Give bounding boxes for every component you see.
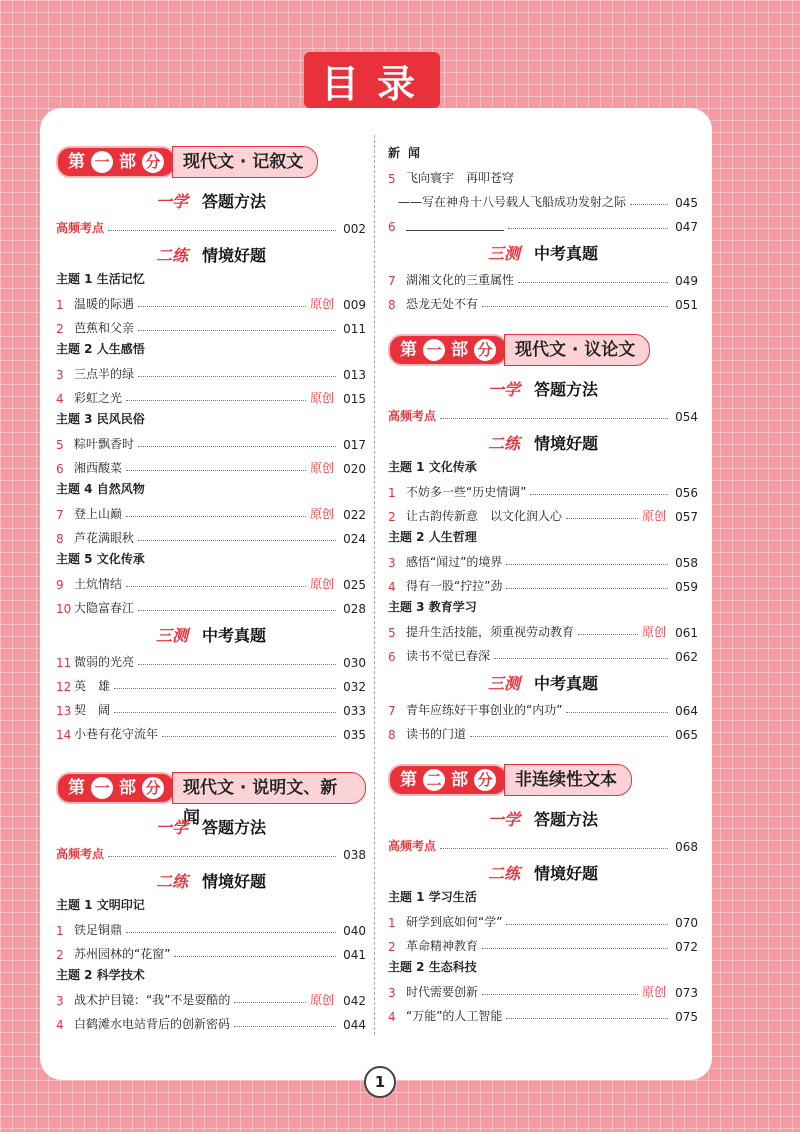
entry-title: 研学到底如何“学” [406, 915, 503, 929]
leader-dots [630, 204, 668, 205]
section-name: 中考真题 [534, 673, 599, 693]
entry-page: 062 [675, 650, 698, 664]
section-heading [56, 188, 366, 212]
entry-number: 1 [56, 924, 64, 938]
leader-dots [138, 306, 306, 307]
theme-heading: 主题 2 人生哲理 [388, 530, 477, 544]
entry-page: 059 [675, 580, 698, 594]
part-title: 现代文 · 说明文、新闻 [172, 772, 366, 804]
toc-entry[interactable] [388, 546, 698, 570]
entry-page: 065 [675, 728, 698, 742]
toc-entry[interactable] [56, 646, 366, 670]
original-tag: 原创 [309, 297, 334, 311]
leader-dots [506, 564, 668, 565]
leader-dots [506, 924, 668, 925]
theme-heading: 主题 5 文化传承 [56, 552, 145, 566]
part-header [56, 142, 366, 182]
toc-entry[interactable] [56, 312, 366, 336]
toc-entry[interactable] [388, 830, 698, 854]
leader-dots [234, 1026, 336, 1027]
toc-entry[interactable] [56, 382, 366, 406]
leader-dots [108, 856, 336, 857]
entry-number: 1 [56, 298, 64, 312]
toc-right-column [388, 142, 698, 1024]
toc-entry[interactable] [56, 670, 366, 694]
entry-number: 11 [56, 656, 72, 670]
entry-page: 002 [343, 222, 366, 236]
entry-number: 2 [388, 510, 396, 524]
section-name: 情境好题 [202, 245, 267, 265]
part-badge [56, 772, 176, 804]
part-badge-char: 第 [68, 778, 85, 798]
leader-dots [138, 664, 336, 665]
original-tag: 原创 [309, 993, 334, 1007]
entry-blank [406, 220, 504, 234]
entry-number: 7 [388, 274, 396, 288]
toc-entry[interactable] [388, 930, 698, 954]
toc-entry[interactable] [388, 400, 698, 424]
original-tag: 原创 [641, 985, 666, 999]
part-badge-char: 部 [119, 778, 136, 798]
section-heading [56, 868, 366, 892]
part-badge-char: 第 [68, 152, 85, 172]
entry-title: 登上山巅 [74, 507, 123, 521]
part-badge-char: 分 [474, 769, 496, 791]
original-tag: 原创 [641, 625, 666, 639]
entry-number: 3 [388, 986, 396, 1000]
toc-entry[interactable] [388, 694, 698, 718]
toc-entry[interactable] [388, 476, 698, 500]
leader-dots [508, 228, 668, 229]
entry-title: 土炕情结 [74, 577, 123, 591]
toc-entry[interactable] [388, 616, 698, 640]
entry-number: 3 [56, 368, 64, 382]
entry-page: 032 [343, 680, 366, 694]
toc-entry[interactable] [388, 570, 698, 594]
part-badge [56, 146, 176, 178]
theme-heading: 主题 1 文化传承 [388, 460, 477, 474]
entry-title: 芦花满眼秋 [74, 531, 135, 545]
entry-page: 035 [343, 728, 366, 742]
toc-entry[interactable] [388, 718, 698, 742]
entry-number: 8 [56, 532, 64, 546]
entry-number: 9 [56, 578, 64, 592]
entry-title: 恐龙无处不有 [406, 297, 479, 311]
entry-page: 047 [675, 220, 698, 234]
section-heading [388, 376, 698, 400]
entry-title: 芭蕉和父亲 [74, 321, 135, 335]
entry-title: 大隐富春江 [74, 601, 135, 615]
toc-entry[interactable] [56, 718, 366, 742]
section-name: 情境好题 [534, 433, 599, 453]
entry-number: 12 [56, 680, 72, 694]
theme-heading: 主题 4 自然风物 [56, 482, 145, 496]
section-name: 答题方法 [202, 817, 267, 837]
entry-number: 10 [56, 602, 72, 616]
section-tag: 一学 [155, 191, 188, 211]
leader-dots [506, 1018, 668, 1019]
entry-title: 三点半的绿 [74, 367, 135, 381]
section-heading [56, 622, 366, 646]
leader-dots [126, 400, 306, 401]
entry-page: 041 [343, 948, 366, 962]
entry-page: 022 [343, 508, 366, 522]
entry-number: 7 [56, 508, 64, 522]
toc-entry[interactable] [56, 938, 366, 962]
toc-entry[interactable] [56, 984, 366, 1008]
entry-page: 044 [343, 1018, 366, 1032]
entry-title: 温暖的际遇 [74, 297, 135, 311]
entry-title: 青年应练好干事创业的“内功” [406, 703, 563, 717]
entry-page: 058 [675, 556, 698, 570]
leader-dots [126, 932, 336, 933]
toc-entry[interactable] [388, 1000, 698, 1024]
entry-title: 高频考点 [388, 839, 437, 853]
entry-number: 2 [56, 322, 64, 336]
entry-page: 030 [343, 656, 366, 670]
entry-number: 4 [56, 1018, 64, 1032]
original-tag: 原创 [309, 461, 334, 475]
entry-page: 064 [675, 704, 698, 718]
entry-number: 6 [388, 650, 396, 664]
toc-entry[interactable] [56, 838, 366, 862]
part-title: 现代文 · 记叙文 [172, 146, 318, 178]
part-badge [388, 334, 508, 366]
entry-title: 感悟“闻过”的境界 [406, 555, 503, 569]
section-tag: 二练 [155, 871, 188, 891]
leader-dots [114, 688, 336, 689]
toc-entry[interactable] [56, 212, 366, 236]
entry-title: 读书不觉已春深 [406, 649, 491, 663]
part-badge-char: 一 [91, 777, 113, 799]
entry-page: 061 [675, 626, 698, 640]
entry-page: 054 [675, 410, 698, 424]
theme-heading: 主题 2 人生感悟 [56, 342, 145, 356]
toc-entry[interactable] [56, 288, 366, 312]
original-tag: 原创 [309, 577, 334, 591]
entry-title: 高频考点 [388, 409, 437, 423]
toc-entry[interactable] [56, 428, 366, 452]
column-divider [374, 135, 375, 1035]
entry-number: 5 [388, 172, 396, 186]
section-name: 情境好题 [534, 863, 599, 883]
part-badge-char: 第 [400, 340, 417, 360]
toc-entry[interactable] [56, 452, 366, 476]
toc-left-column [56, 142, 366, 1032]
theme-heading: 主题 1 生活记忆 [56, 272, 145, 286]
leader-dots [138, 610, 336, 611]
entry-title: 高频考点 [56, 847, 105, 861]
leader-dots [440, 848, 668, 849]
toc-entry[interactable] [56, 498, 366, 522]
entry-title: 革命精神教育 [406, 939, 479, 953]
entry-title: 得有一股“拧拉”劲 [406, 579, 503, 593]
entry-title: 湘西酸菜 [74, 461, 123, 475]
entry-number: 13 [56, 704, 72, 718]
toc-entry[interactable] [56, 568, 366, 592]
entry-page: 049 [675, 274, 698, 288]
entry-page: 057 [675, 510, 698, 524]
entry-page: 051 [675, 298, 698, 312]
leader-dots [440, 418, 668, 419]
entry-page: 042 [343, 994, 366, 1008]
entry-page: 024 [343, 532, 366, 546]
toc-entry[interactable] [388, 906, 698, 930]
theme-heading: 主题 3 民风民俗 [56, 412, 145, 426]
leader-dots [506, 588, 668, 589]
section-heading [56, 814, 366, 838]
leader-dots [138, 446, 336, 447]
leader-dots [518, 282, 668, 283]
part-badge-char: 部 [119, 152, 136, 172]
leader-dots [138, 540, 336, 541]
entry-title: 契 阔 [74, 703, 111, 717]
toc-entry[interactable] [388, 186, 698, 210]
part-badge [388, 764, 508, 796]
theme-heading: 主题 2 生态科技 [388, 960, 477, 974]
entry-title: 湖湘文化的三重属性 [406, 273, 515, 287]
entry-title: 英 雄 [74, 679, 111, 693]
part-header [388, 760, 698, 800]
entry-number: 7 [388, 704, 396, 718]
original-tag: 原创 [641, 509, 666, 523]
entry-page: 009 [343, 298, 366, 312]
part-title: 现代文 · 议论文 [504, 334, 650, 366]
section-heading [388, 240, 698, 264]
leader-dots [482, 994, 638, 995]
original-tag: 原创 [309, 391, 334, 405]
part-badge-char: 一 [423, 339, 445, 361]
entry-page: 011 [343, 322, 366, 336]
entry-page: 028 [343, 602, 366, 616]
entry-page: 045 [675, 196, 698, 210]
entry-title: 读书的门道 [406, 727, 467, 741]
section-name: 答题方法 [534, 379, 599, 399]
entry-number: 5 [388, 626, 396, 640]
entry-page: 015 [343, 392, 366, 406]
part-badge-char: 分 [474, 339, 496, 361]
entry-page: 020 [343, 462, 366, 476]
leader-dots [138, 330, 336, 331]
part-badge-char: 分 [142, 777, 164, 799]
section-tag: 二练 [155, 245, 188, 265]
section-tag: 三测 [155, 625, 188, 645]
entry-title: 不妨多一些“历史情调” [406, 485, 527, 499]
section-tag: 二练 [487, 433, 520, 453]
toc-entry[interactable] [56, 522, 366, 546]
entry-number: 4 [56, 392, 64, 406]
entry-title: 时代需要创新 [406, 985, 479, 999]
section-heading [388, 860, 698, 884]
section-tag: 三测 [487, 673, 520, 693]
part-badge-char: 部 [451, 340, 468, 360]
toc-entry[interactable] [56, 592, 366, 616]
entry-number: 5 [56, 438, 64, 452]
entry-title: 战术护目镜：“我”不是耍酷的 [74, 993, 231, 1007]
entry-number: 8 [388, 728, 396, 742]
blank-line [406, 220, 504, 231]
part-title: 非连续性文本 [504, 764, 632, 796]
entry-title: 粽叶飘香时 [74, 437, 135, 451]
entry-title: ——写在神舟十八号载人飞船成功发射之际 [398, 195, 627, 209]
section-name: 中考真题 [202, 625, 267, 645]
entry-page: 033 [343, 704, 366, 718]
theme-heading: 主题 1 文明印记 [56, 898, 145, 912]
leader-dots [578, 634, 638, 635]
section-tag: 三测 [487, 243, 520, 263]
original-tag: 原创 [309, 507, 334, 521]
leader-dots [482, 306, 668, 307]
section-name: 答题方法 [534, 809, 599, 829]
section-tag: 二练 [487, 863, 520, 883]
leader-dots [138, 376, 336, 377]
page-title: 目录 [304, 52, 440, 108]
entry-title: “万能”的人工智能 [406, 1009, 503, 1023]
toc-entry[interactable] [388, 210, 698, 234]
leader-dots [114, 712, 336, 713]
entry-page: 075 [675, 1010, 698, 1024]
toc-entry[interactable] [56, 358, 366, 382]
toc-entry[interactable] [388, 162, 698, 186]
section-heading [56, 242, 366, 266]
section-heading [388, 806, 698, 830]
entry-title: 铁足铜鼎 [74, 923, 123, 937]
page-number: 1 [364, 1066, 396, 1098]
entry-page: 072 [675, 940, 698, 954]
theme-heading: 主题 2 科学技术 [56, 968, 145, 982]
leader-dots [234, 1002, 306, 1003]
leader-dots [126, 516, 306, 517]
leader-dots [494, 658, 668, 659]
entry-page: 017 [343, 438, 366, 452]
toc-entry[interactable] [388, 288, 698, 312]
leader-dots [482, 948, 668, 949]
toc-entry[interactable] [388, 264, 698, 288]
entry-title: 微弱的光亮 [74, 655, 135, 669]
leader-dots [470, 736, 668, 737]
leader-dots [566, 518, 638, 519]
entry-number: 6 [56, 462, 64, 476]
entry-page: 025 [343, 578, 366, 592]
section-name: 情境好题 [202, 871, 267, 891]
section-tag: 一学 [487, 379, 520, 399]
entry-page: 068 [675, 840, 698, 854]
part-badge-char: 分 [142, 151, 164, 173]
section-name: 中考真题 [534, 243, 599, 263]
theme-heading: 主题 3 教育学习 [388, 600, 477, 614]
entry-title: 小巷有花守流年 [74, 727, 159, 741]
entry-number: 3 [56, 994, 64, 1008]
entry-title: 飞向寰宇 再叩苍穹 [406, 171, 515, 185]
entry-number: 8 [388, 298, 396, 312]
entry-page: 056 [675, 486, 698, 500]
entry-title: 苏州园林的“花窗” [74, 947, 171, 961]
section-heading [388, 670, 698, 694]
toc-entry[interactable] [388, 976, 698, 1000]
entry-number: 6 [388, 220, 396, 234]
entry-title: 提升生活技能，须重视劳动教育 [406, 625, 575, 639]
theme-heading: 主题 1 学习生活 [388, 890, 477, 904]
entry-number: 2 [56, 948, 64, 962]
entry-page: 040 [343, 924, 366, 938]
toc-entry[interactable] [388, 500, 698, 524]
toc-entry[interactable] [56, 1008, 366, 1032]
leader-dots [174, 956, 336, 957]
section-tag: 一学 [487, 809, 520, 829]
section-tag: 一学 [155, 817, 188, 837]
part-header [388, 330, 698, 370]
entry-number: 2 [388, 940, 396, 954]
news-label: 新闻 [388, 146, 429, 160]
entry-title: 白鹤滩水电站背后的创新密码 [74, 1017, 231, 1031]
toc-entry[interactable] [56, 694, 366, 718]
part-badge-char: 第 [400, 770, 417, 790]
leader-dots [126, 586, 306, 587]
part-badge-char: 二 [423, 769, 445, 791]
part-badge-char: 一 [91, 151, 113, 173]
entry-number: 3 [388, 556, 396, 570]
entry-number: 1 [388, 916, 396, 930]
toc-entry[interactable] [56, 914, 366, 938]
entry-page: 073 [675, 986, 698, 1000]
entry-title: 彩虹之光 [74, 391, 123, 405]
leader-dots [566, 712, 668, 713]
entry-number: 4 [388, 580, 396, 594]
entry-number: 1 [388, 486, 396, 500]
entry-page: 013 [343, 368, 366, 382]
entry-title: 高频考点 [56, 221, 105, 235]
part-badge-char: 部 [451, 770, 468, 790]
toc-entry[interactable] [388, 640, 698, 664]
section-name: 答题方法 [202, 191, 267, 211]
entry-page: 070 [675, 916, 698, 930]
leader-dots [108, 230, 336, 231]
entry-number: 14 [56, 728, 72, 742]
leader-dots [530, 494, 668, 495]
entry-number: 4 [388, 1010, 396, 1024]
entry-page: 038 [343, 848, 366, 862]
leader-dots [162, 736, 336, 737]
leader-dots [126, 470, 306, 471]
section-heading [388, 430, 698, 454]
entry-title: 让古韵传新意 以文化润人心 [406, 509, 563, 523]
